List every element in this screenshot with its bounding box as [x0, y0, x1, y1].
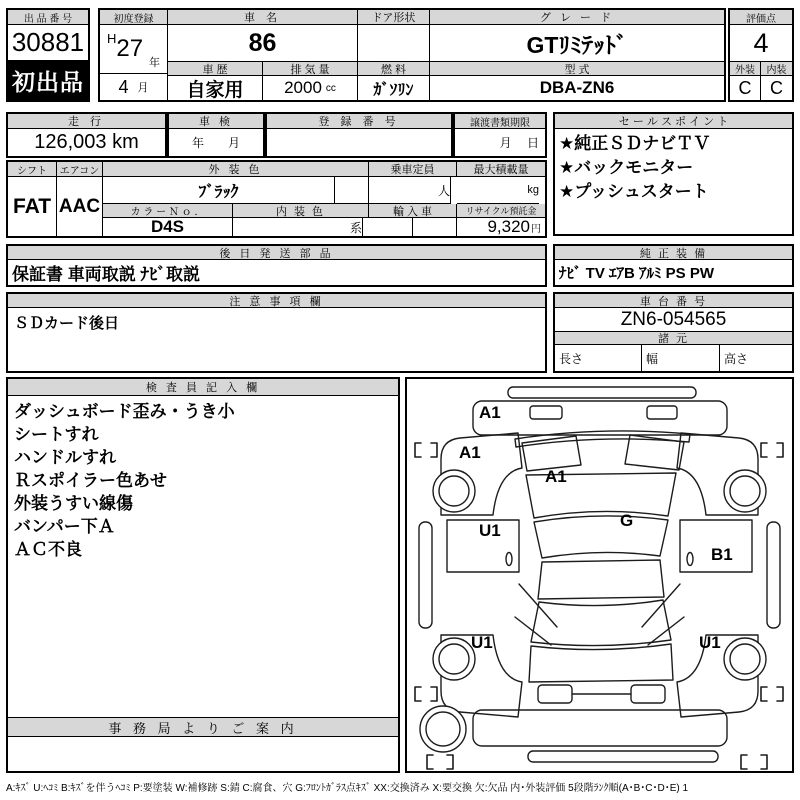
first-registration-year: [100, 25, 168, 74]
specs-label: 諸 元: [555, 332, 792, 345]
later-parts-box: [6, 244, 547, 287]
recycle-deposit-value: [457, 218, 541, 236]
score-box: [728, 8, 794, 102]
bracket-close: [447, 755, 453, 769]
bumper-vent-left: [530, 406, 562, 419]
bracket-open: [741, 755, 747, 769]
bracket-close: [761, 755, 767, 769]
max-load-label: 最大積載量: [457, 162, 545, 177]
displacement-number: 2000: [284, 78, 322, 97]
rear-window-shape: [531, 600, 671, 646]
rear-edge-strip: [528, 751, 718, 762]
color-no-value: D4S: [103, 218, 233, 236]
wheel-rear-right-inner: [730, 644, 760, 674]
later-parts-value: 保証書 車両取説 ﾅﾋﾞ取説: [12, 265, 200, 284]
spare-tire-inner: [426, 712, 460, 746]
chassis-box: [553, 292, 794, 373]
auction-number-block: [6, 8, 90, 102]
grade-value: GTﾘﾐﾃｯﾄﾞ: [430, 25, 724, 62]
mileage-label: 走 行: [8, 114, 165, 129]
spec-width: 幅: [642, 345, 720, 371]
year-suffix: 年: [149, 57, 161, 69]
shift-value: FAT: [8, 177, 57, 236]
roof-shape: [538, 560, 664, 599]
first-registration-label: 初度登録: [100, 10, 168, 25]
exterior-color-value: ﾌﾞﾗｯｸ: [103, 177, 335, 204]
score-label: 評価点: [730, 10, 792, 25]
damage-code-front-fender-left: A1: [459, 443, 481, 462]
inspector-label: 検 査 員 記 入 欄: [8, 379, 398, 396]
inspector-line: シートすれ: [14, 425, 99, 444]
month-suffix: 月: [137, 82, 149, 94]
inspector-line: ハンドルすれ: [14, 448, 116, 467]
score-value: 4: [730, 25, 792, 62]
exterior-grade-label: 外装: [730, 62, 761, 76]
model-code-value: DBA-ZN6: [539, 78, 615, 97]
door-handle-right: [687, 553, 693, 566]
chassis-value: ZN6-054565: [555, 308, 792, 332]
auction-number-value: 30881: [11, 27, 85, 57]
bracket-open: [415, 687, 421, 701]
sales-points-list: [559, 132, 710, 204]
bracket-open: [761, 687, 767, 701]
displacement-unit: cc: [325, 82, 336, 94]
exterior-color-label: 外 装 色: [103, 162, 369, 177]
interior-grade-value: C: [770, 77, 783, 98]
history-label: 車 歴: [168, 62, 263, 76]
bracket-open: [761, 443, 767, 457]
pillar-lines: [515, 584, 684, 645]
displacement-value: [263, 76, 358, 100]
car-name-value: 86: [168, 25, 358, 62]
bracket-close: [777, 443, 783, 457]
taillight-right: [631, 685, 665, 703]
car-outline-drawing: [407, 379, 792, 771]
later-parts-label: 後 日 発 送 部 品: [8, 246, 545, 260]
transfer-docs-value: 月 日: [499, 136, 539, 150]
recycle-unit: 円: [531, 223, 541, 235]
car-name-label: 車 名: [168, 10, 358, 25]
door-shape-value: [358, 25, 430, 62]
aircon-value: AAC: [57, 177, 103, 236]
wheel-front-right-inner: [730, 476, 760, 506]
front-edge-strip: [508, 387, 696, 398]
sill-right: [767, 522, 780, 628]
inspector-line: ダッシュボード歪み・うき小: [14, 402, 235, 421]
wheel-rear-left-inner: [439, 644, 469, 674]
fuel-label: 燃 料: [358, 62, 430, 76]
interior-color-label: 内 装 色: [233, 204, 369, 218]
spec-height: 高さ: [724, 351, 749, 366]
door-shape-label: ドア形状: [358, 10, 430, 25]
door-handle-left: [506, 553, 512, 566]
trunk-shape: [529, 644, 673, 682]
capacity-label: 乗車定員: [369, 162, 457, 177]
first-listing-badge: 初出品: [8, 60, 88, 100]
inspection-box: [167, 112, 265, 158]
bracket-open: [427, 755, 433, 769]
interior-grade-label: 内装: [761, 62, 792, 76]
displacement-label: 排 気 量: [263, 62, 358, 76]
damage-code-hood: A1: [545, 467, 567, 486]
sill-left: [419, 522, 432, 628]
windshield-shape: [534, 516, 668, 558]
import-cell-right: [413, 218, 457, 236]
fuel-value: ｶﾞｿﾘﾝ: [358, 76, 430, 100]
damage-code-quarter-right: U1: [699, 633, 721, 652]
recycle-amount: 9,320: [487, 218, 530, 236]
interior-color-value: 系: [233, 218, 363, 236]
inspector-line: Ｒスポイラー色あせ: [14, 471, 167, 490]
wheel-front-left-inner: [439, 476, 469, 506]
mileage-box: [6, 112, 167, 158]
bracket-open: [415, 443, 421, 457]
aircon-label: エアコン: [57, 162, 103, 177]
taillight-left: [538, 685, 572, 703]
damage-code-quarter-left: U1: [471, 633, 493, 652]
recycle-deposit-label: リサイクル預託金: [457, 204, 545, 218]
history-value: 自家用: [168, 76, 263, 100]
damage-diagram: [405, 377, 794, 773]
inspection-value: 年 月: [191, 136, 240, 150]
equipment-table: [6, 160, 547, 238]
sales-points-label: セ ー ル ス ポ イ ン ト: [555, 114, 792, 129]
first-registration-month: [100, 74, 168, 100]
max-load-value: kg: [457, 177, 539, 204]
shift-label: シフト: [8, 162, 57, 177]
sales-point-item: ★プッシュスタート: [559, 182, 709, 201]
notes-value: ＳＤカード後日: [14, 315, 120, 332]
inspector-box: [6, 377, 400, 773]
transfer-docs-box: [453, 112, 547, 158]
damage-code-door-left: U1: [479, 521, 501, 540]
chassis-label: 車 台 番 号: [555, 294, 792, 308]
color-no-label: カ ラ ー Ｎ ｏ ．: [103, 204, 233, 218]
front-bumper-shape: [473, 401, 727, 435]
sales-point-item: ★純正ＳＤナビＴＶ: [559, 134, 711, 153]
capacity-value: 人: [369, 177, 451, 204]
inspector-line: ＡＣ不良: [14, 540, 82, 559]
rear-bumper-shape: [473, 710, 727, 746]
oem-equipment-value: ﾅﾋﾞ TV ｴｱB ｱﾙﾐ PS PW: [559, 265, 715, 282]
transfer-docs-label: 譲渡書類期限: [455, 114, 545, 129]
exterior-color-sub-cell: [335, 177, 369, 204]
month-value: 4: [118, 76, 129, 97]
sales-points-box: [553, 112, 794, 236]
grade-label: グ レ ー ド: [430, 10, 724, 25]
notes-label: 注 意 事 項 欄: [8, 294, 545, 308]
inspector-line: 外装うすい線傷: [14, 494, 133, 513]
damage-code-door-right: B1: [711, 545, 733, 564]
damage-code-windshield: G: [620, 511, 634, 530]
oem-equipment-label: 純 正 装 備: [555, 246, 792, 260]
exterior-grade-value: C: [730, 76, 761, 100]
era-year: 27: [116, 35, 144, 62]
oem-equipment-box: [553, 244, 794, 287]
bracket-close: [777, 687, 783, 701]
import-cell-left: [369, 218, 413, 236]
inspection-label: 車 検: [169, 114, 263, 129]
sales-point-item: ★バックモニター: [559, 158, 694, 177]
bracket-close: [431, 443, 437, 457]
mileage-value: 126,003 km: [34, 131, 139, 153]
era-letter: H: [106, 31, 117, 46]
import-label: 輸 入 車: [369, 204, 457, 218]
spec-length: 長さ: [555, 345, 642, 371]
registration-number-value: [267, 129, 451, 156]
vehicle-info-table: [98, 8, 726, 102]
office-info-label: 事 務 局 よ り ご 案 内: [8, 717, 398, 737]
notes-box: [6, 292, 547, 373]
bracket-close: [431, 687, 437, 701]
registration-number-box: [265, 112, 453, 158]
inspector-lines: [14, 400, 394, 561]
model-code-label: 型 式: [430, 62, 724, 76]
legend-text: A:ｷｽﾞ U:ﾍｺﾐ B:ｷｽﾞを伴うﾍｺﾐ P:要塗装 W:補修跡 S:錆 C:腐食、穴 G:ﾌﾛﾝﾄｶﾞﾗｽ点ｷｽﾞ XX:交換済み X:要交換 欠:欠品 内･外装評価 5段階ﾗﾝｸ順(A･B･C･D･E) 1: [6, 783, 689, 794]
registration-number-label: 登 録 番 号: [267, 114, 451, 129]
inspector-line: バンパー下Ａ: [14, 517, 115, 536]
damage-code-front-bumper: A1: [479, 403, 501, 422]
auction-number-label: 出 品 番 号: [8, 10, 88, 25]
bumper-vent-right: [647, 406, 677, 419]
